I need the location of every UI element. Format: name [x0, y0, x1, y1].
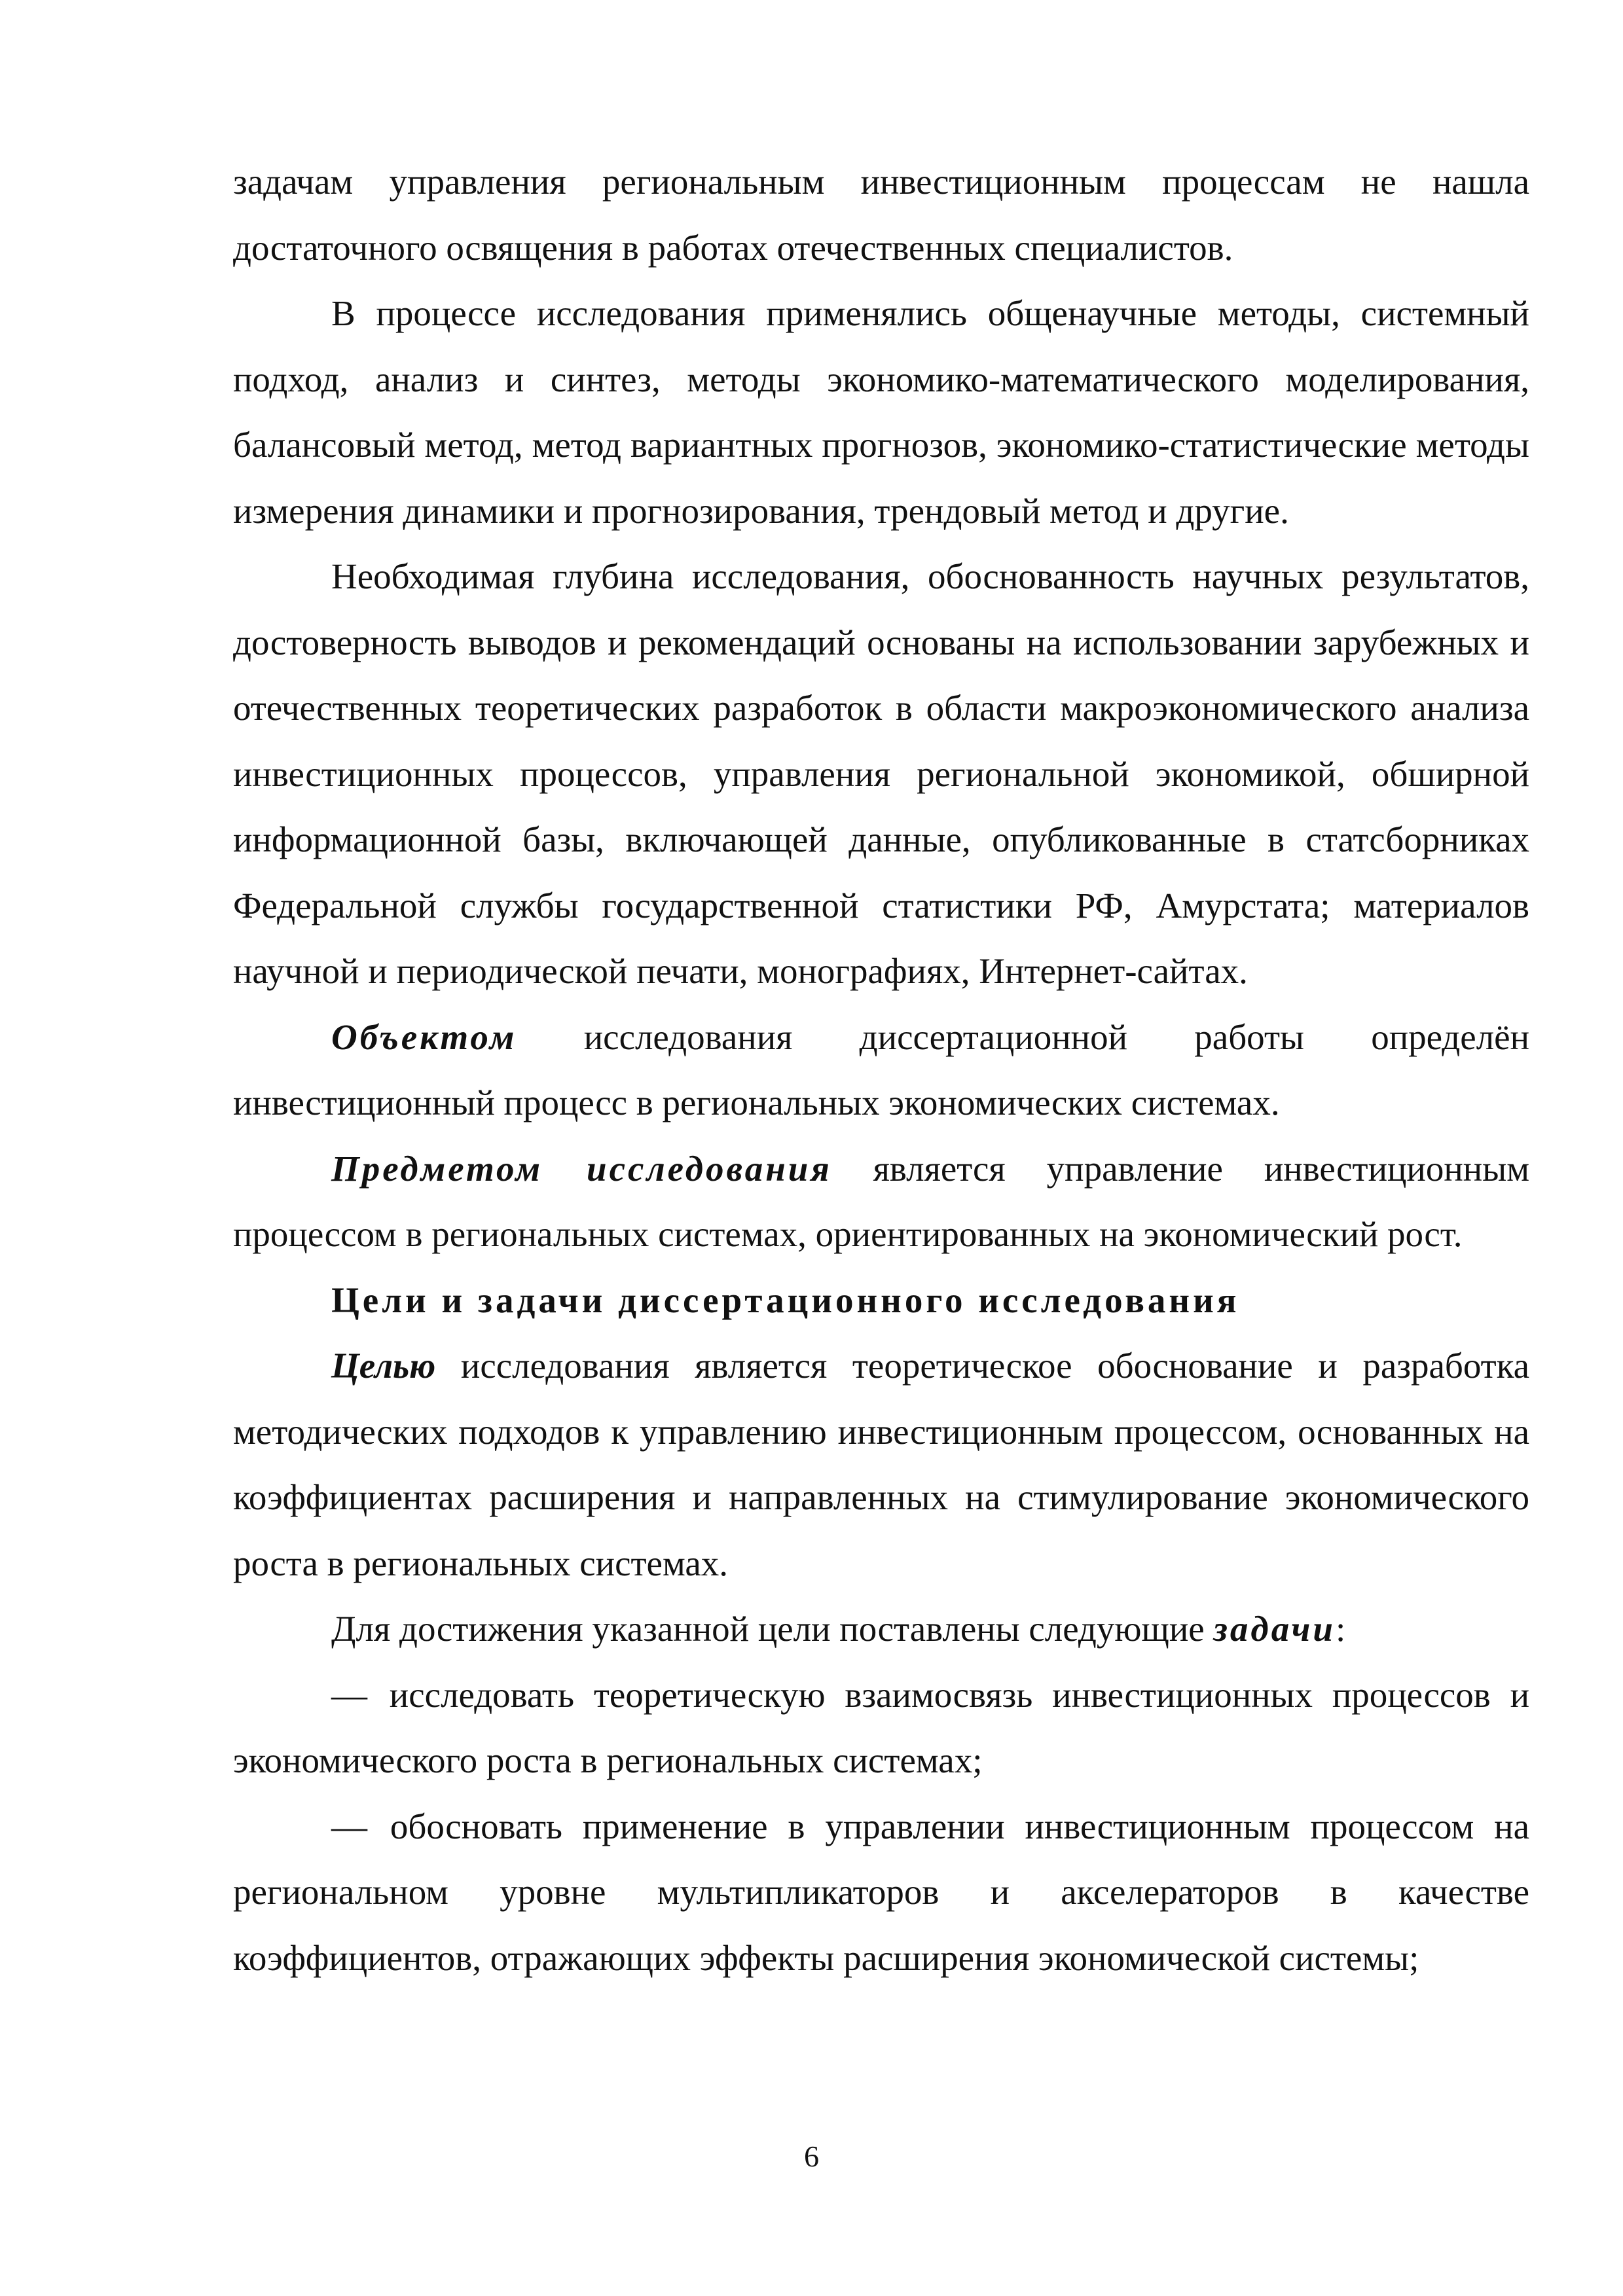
keyword-tasks: задачи [1213, 1609, 1336, 1649]
task-item-1 [233, 1662, 1529, 1794]
section-heading: Цели и задачи диссертационного исследования [331, 1280, 1240, 1320]
paragraph-methods: В процессе исследования применялись общенаучные методы, системный подход, анализ и синтез, методы экономико-математического моделирования, балансовый метод, метод вариантных прогнозов, экономико-статистические методы измерения динамики и прогнозирования, трендовый метод и другие. [233, 293, 1529, 531]
keyword-subject: Предметом исследования [331, 1148, 832, 1189]
document-body [233, 149, 1529, 1991]
paragraph-goal [233, 1333, 1529, 1596]
paragraph-tasks-intro [233, 1596, 1529, 1662]
keyword-object: Объектом [331, 1016, 517, 1057]
paragraph-goal-text: исследования является теоретическое обоснование и разработка методических подходов к управлению инвестиционным процессом, основанных на коэффициентах расширения и направленных на стимулирование экономического роста в региональных системах. [233, 1346, 1529, 1583]
paragraph-subject-text: является управление инвестиционным процессом в региональных системах, ориентированных на экономический рост. [233, 1148, 1529, 1254]
paragraph-subject [233, 1136, 1529, 1268]
paragraph-tasks-colon: : [1335, 1609, 1346, 1649]
dash-2: — [331, 1806, 367, 1846]
paragraph-intro: задачам управления региональным инвестиционным процессам не нашла достаточного освящения в работах отечественных специалистов. [233, 162, 1529, 268]
page-number: 6 [804, 2140, 819, 2173]
paragraph-object [233, 1005, 1529, 1136]
dash-1: — [331, 1674, 367, 1715]
task-item-2-text: обосновать применение в управлении инвестиционным процессом на региональном уровне мультипликаторов и акселераторов в качестве коэффициентов, отражающих эффекты расширения экономической системы; [233, 1806, 1529, 1978]
task-item-1-text: исследовать теоретическую взаимосвязь инвестиционных процессов и экономического роста в региональных системах; [233, 1674, 1529, 1780]
paragraph-sources: Необходимая глубина исследования, обоснованность научных результатов, достоверность выводов и рекомендаций основаны на использовании зарубежных и отечественных теоретических разработок в области макроэкономического анализа инвестиционных процессов, управления региональной экономикой, обширной информационной базы, включающей данные, опубликованные в статсборниках Федеральной службы государственной статистики РФ, Амурстата; материалов научной и периодической печати, монографиях, Интернет-сайтах. [233, 556, 1529, 991]
task-item-2 [233, 1794, 1529, 1992]
paragraph-tasks-lead: Для достижения указанной цели поставлены следующие [331, 1609, 1214, 1649]
keyword-goal: Целью [331, 1346, 436, 1386]
paragraph-object-text: исследования диссертационной работы определён инвестиционный процесс в региональных экономических системах. [233, 1016, 1529, 1122]
